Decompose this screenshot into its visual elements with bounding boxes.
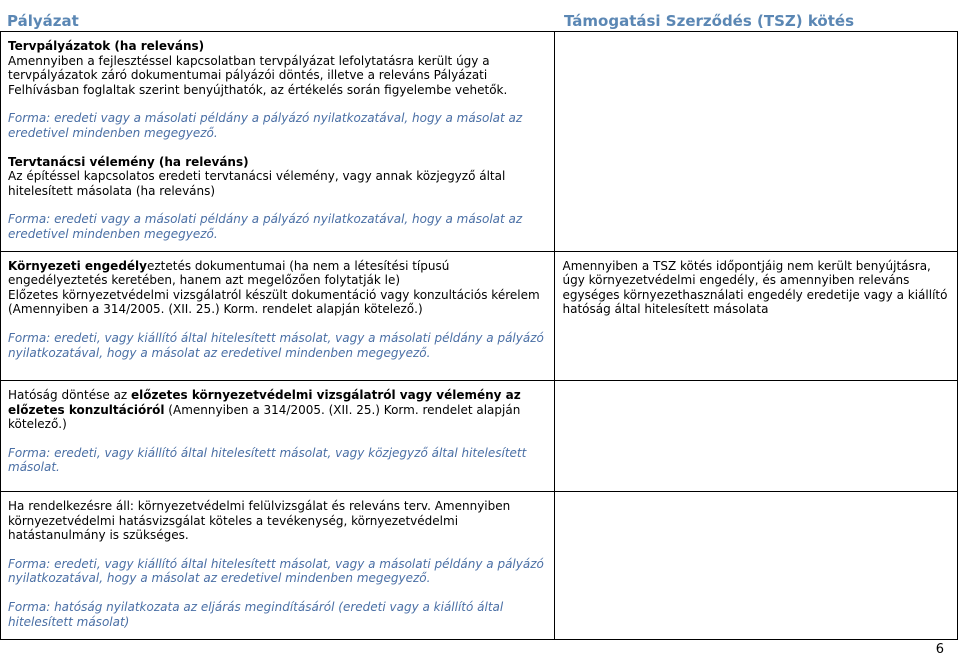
section-text: Előzetes környezetvédelmi vizsgálatról készült dokumentáció vagy konzultációs kérelem (Amennyiben a 314/2005. (XII. 25.) Korm. rendelet alapján kötelező.) (8, 287, 540, 317)
table-row (1, 492, 958, 640)
section-text (8, 259, 546, 288)
section-title: Tervtanácsi vélemény (ha releváns) (8, 154, 249, 169)
table-cell-left (1, 251, 555, 381)
table-cell-right: Amennyiben a TSZ kötés időpontjáig nem került benyújtásra, úgy környezetvédelmi engedély, és amennyiben releváns egységes környezethasználati engedély eredetije vagy a kiállító hatóság által hitelesített másolata (555, 251, 958, 381)
forma-note: Forma: eredeti vagy a másolati példány a pályázó nyilatkozatával, hogy a másolat az eredetivel mindenben megegyező. (8, 212, 523, 241)
text-part: (Amennyiben a 314/2005. (XII. 25.) Korm. rendelet alapján kötelező.) (8, 402, 521, 432)
section-title: Környezeti engedély (8, 258, 147, 273)
table-row (1, 32, 958, 252)
section-title-rest: eztetés dokumentumai (ha nem a létesítési típusú engedélyeztetés keretében, hanem azt megelőzően folytatják le) (8, 258, 450, 288)
table-cell-right (555, 32, 958, 252)
page-number: 6 (935, 642, 944, 657)
forma-note: Forma: eredeti, vagy kiállító által hitelesített másolat, vagy a másolati példány a pályázó nyilatkozatával, hogy a másolat az eredetivel mindenben megegyező. (8, 556, 544, 586)
section-text: Amennyiben a fejlesztéssel kapcsolatban tervpályázat lefolytatásra került úgy a tervpályázatok záró dokumentumai pályázói döntés, illetve a releváns Pályázati Felhívásban foglaltak szerint benyújthatók, az értékelés során figyelembe vehetők. (8, 53, 508, 97)
forma-note: Forma: eredeti, vagy kiállító által hitelesített másolat, vagy közjegyző által hitelesített másolat. (8, 445, 527, 475)
column-header-palyazat: Pályázat (7, 12, 79, 30)
requirements-table (0, 31, 958, 640)
section-title: Tervpályázatok (ha releváns) (8, 39, 205, 53)
table-row (1, 251, 958, 381)
forma-note: Forma: eredeti, vagy kiállító által hitelesített másolat, vagy a másolati példány a pályázó nyilatkozatával, hogy a másolat az eredetivel mindenben megegyező. (8, 330, 544, 360)
table-cell-right (555, 492, 958, 640)
forma-note: Forma: hatóság nyilatkozata az eljárás megindításáról (eredeti vagy a kiállító által hitelesített másolat) (8, 600, 504, 629)
section-text: Az építéssel kapcsolatos eredeti tervtanácsi vélemény, vagy annak közjegyző által hitelesített másolata (ha releváns) (8, 169, 506, 198)
table-cell-left (1, 381, 555, 492)
section-text (8, 388, 546, 432)
table-cell-left (1, 32, 555, 252)
table-row (1, 381, 958, 492)
table-cell-right (555, 381, 958, 492)
text-part-bold: előzetes környezetvédelmi vizsgálatról vagy vélemény az előzetes konzultációról (8, 388, 521, 417)
section-text: Ha rendelkezésre áll: környezetvédelmi felülvizsgálat és releváns terv. Amennyiben környezetvédelmi hatásvizsgálat köteles a tevékenység, környezetvédelmi hatástanulmány is szükséges. (8, 499, 511, 543)
forma-note: Forma: eredeti vagy a másolati példány a pályázó nyilatkozatával, hogy a másolat az eredetivel mindenben megegyező. (8, 111, 523, 140)
column-header-tsz-kotes: Támogatási Szerződés (TSZ) kötés (564, 12, 854, 30)
table-cell-left (1, 492, 555, 640)
text-part: Hatóság döntése az (8, 388, 132, 403)
